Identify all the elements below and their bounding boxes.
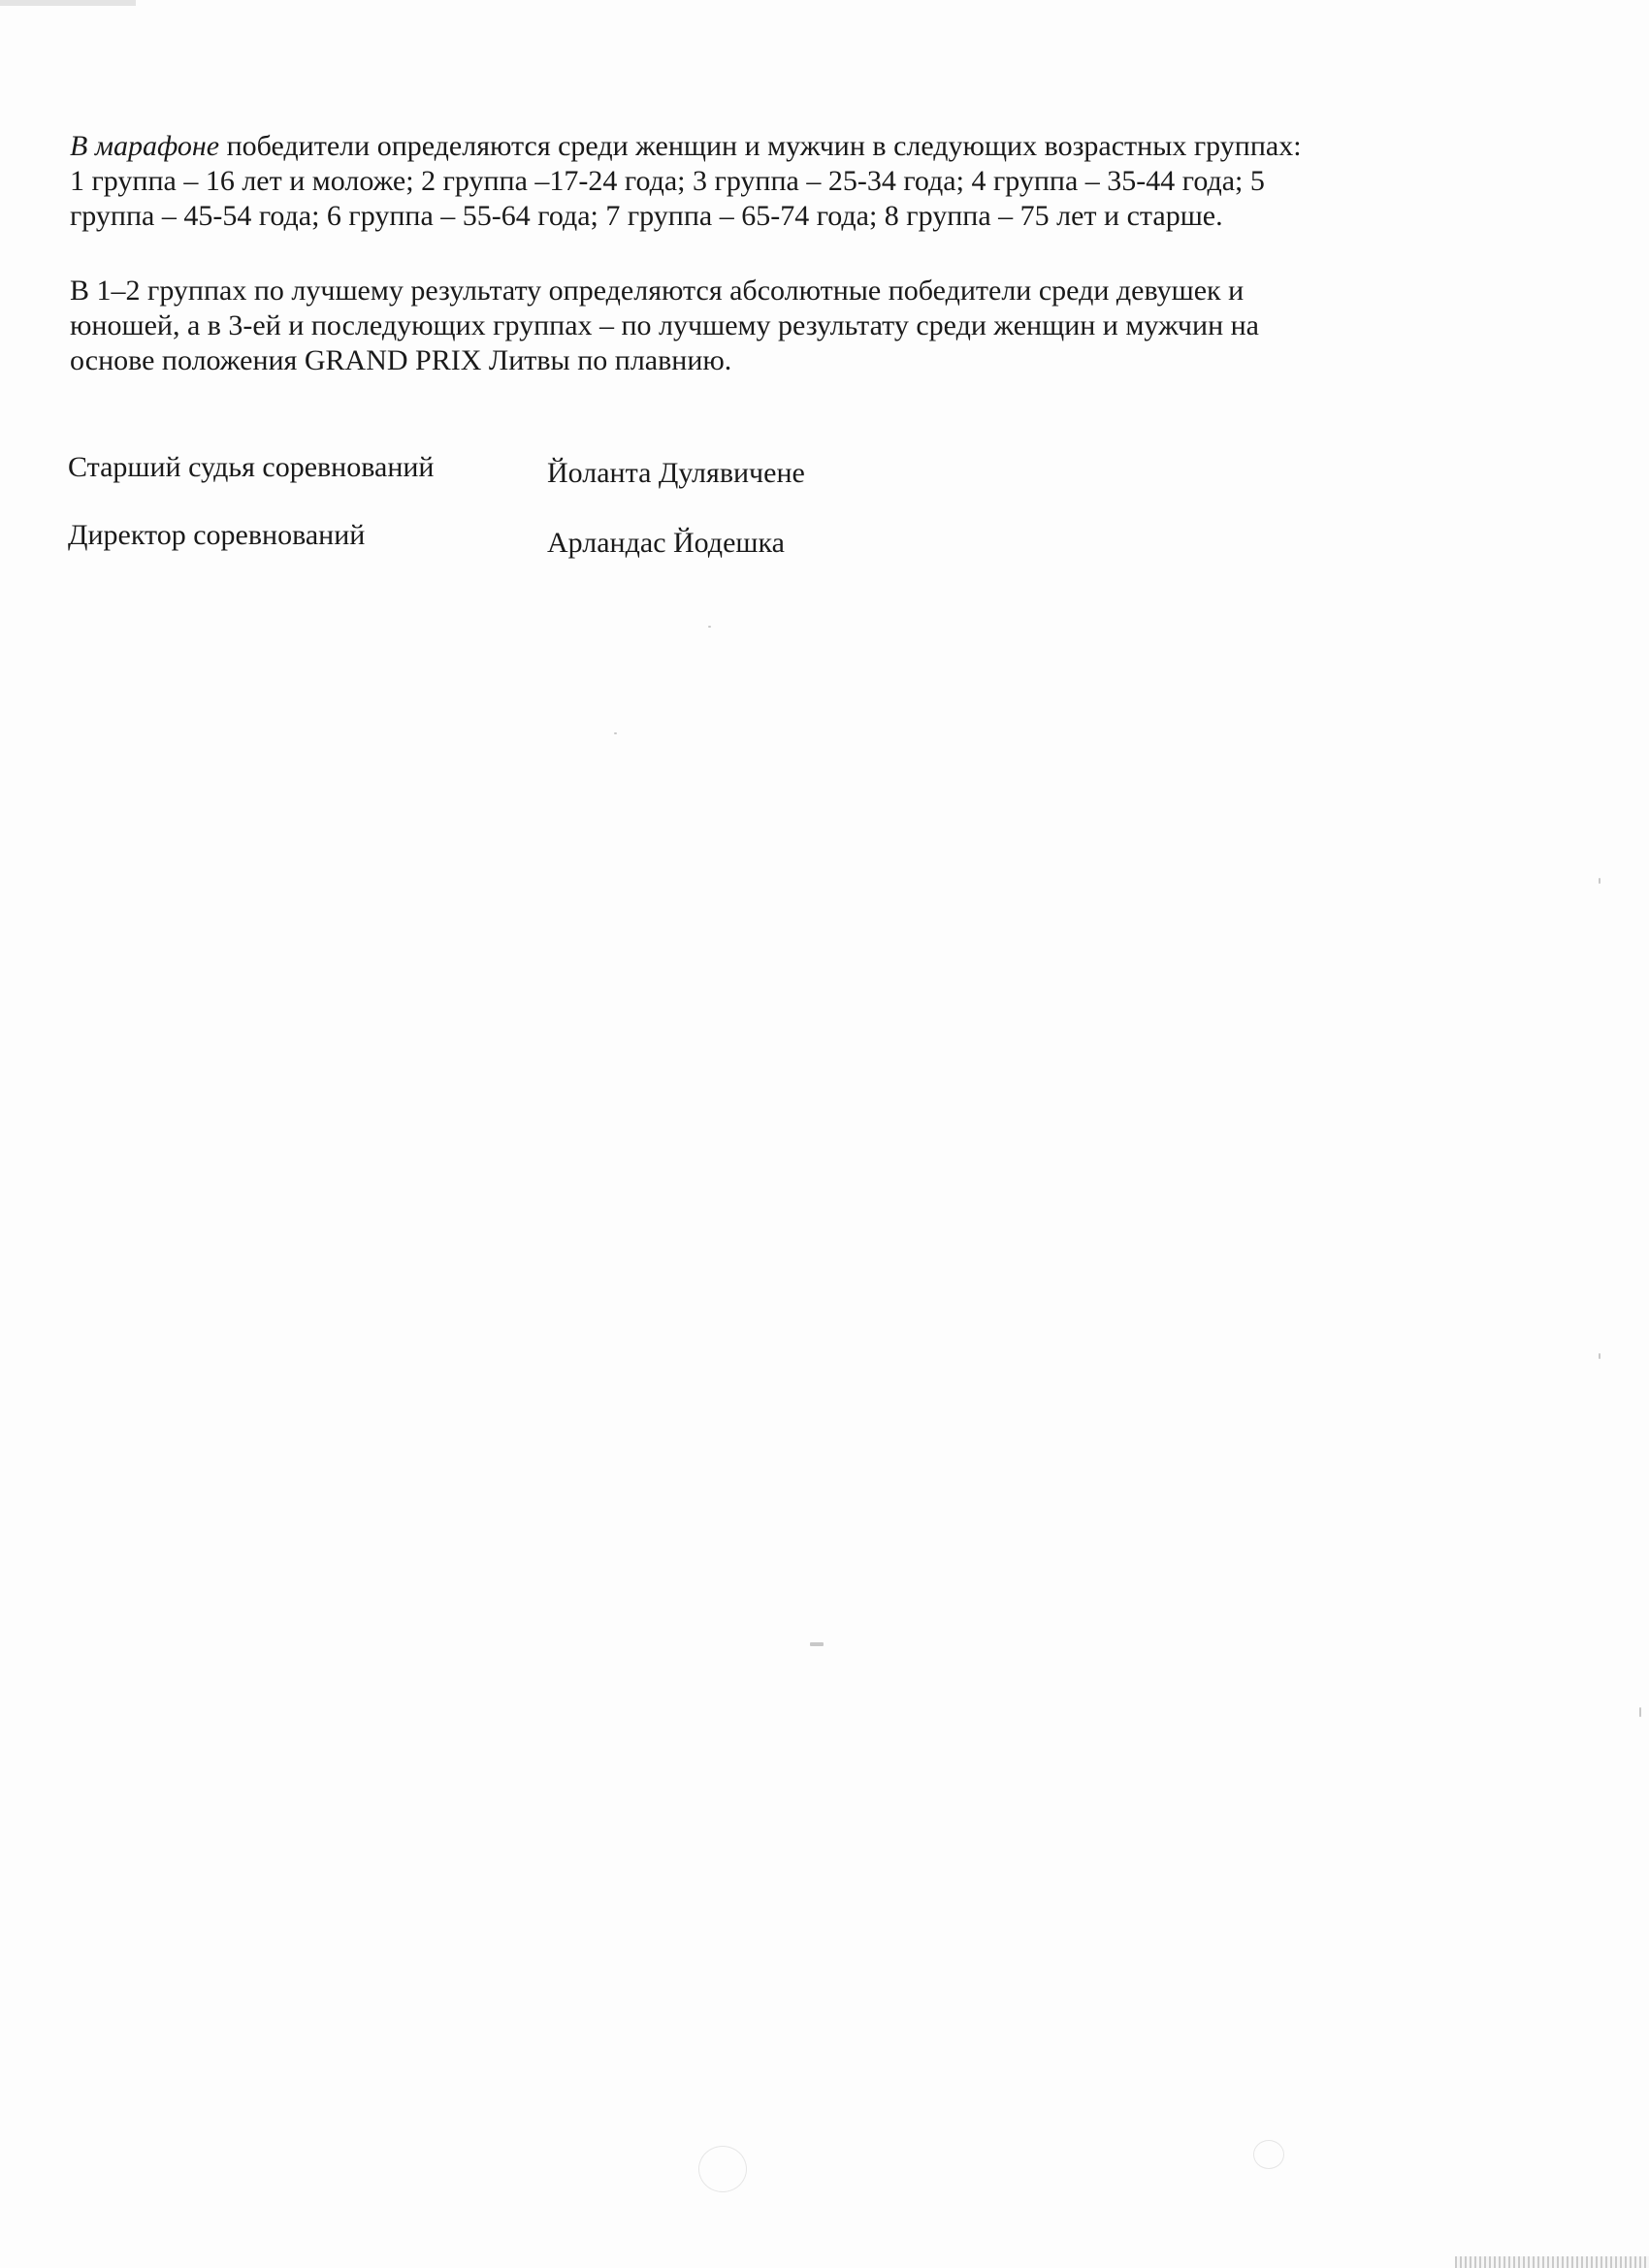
- scan-smudge: [1253, 2140, 1284, 2169]
- scan-speck: [1599, 878, 1600, 884]
- scan-speck: [708, 626, 711, 628]
- paragraph-line: юношей, а в 3-ей и последующих группах – по лучшему результату среди женщин и мужчин на: [70, 309, 1260, 341]
- line-text: победители определяются среди женщин и мужчин в следующих возрастных группах:: [219, 130, 1302, 162]
- paragraph-line: основе положения GRAND PRIX Литвы по плавнию.: [70, 344, 732, 376]
- paragraph-line: группа – 45-54 года; 6 группа – 55-64 года; 7 группа – 65-74 года; 8 группа – 75 лет и старше.: [70, 200, 1223, 232]
- scan-speck: [614, 732, 617, 734]
- paragraph-line: [70, 129, 1486, 164]
- scan-speck: [810, 1642, 824, 1646]
- paragraph-line: 1 группа – 16 лет и моложе; 2 группа –17-24 года; 3 группа – 25-34 года; 4 группа – 35-44 года; 5: [70, 165, 1265, 197]
- signature-role: Директор соревнований: [68, 519, 366, 551]
- signature-role: Старший судья соревнований: [68, 451, 435, 483]
- signature-name: Арландас Йодешка: [547, 527, 785, 559]
- paragraph-line: В 1–2 группах по лучшему результату определяются абсолютные победители среди девушек и: [70, 275, 1245, 307]
- italic-lead: В марафоне: [70, 130, 220, 162]
- paragraph-age-groups: [70, 129, 1486, 234]
- scan-speck: [1639, 1707, 1641, 1717]
- scan-edge-artifact: [0, 0, 136, 6]
- signature-name: Йоланта Дулявичене: [547, 457, 805, 489]
- scan-speck: [1599, 1353, 1600, 1359]
- scan-smudge: [698, 2146, 747, 2192]
- paragraph-winners: [70, 274, 1486, 378]
- scan-edge-artifact: [1455, 2256, 1649, 2268]
